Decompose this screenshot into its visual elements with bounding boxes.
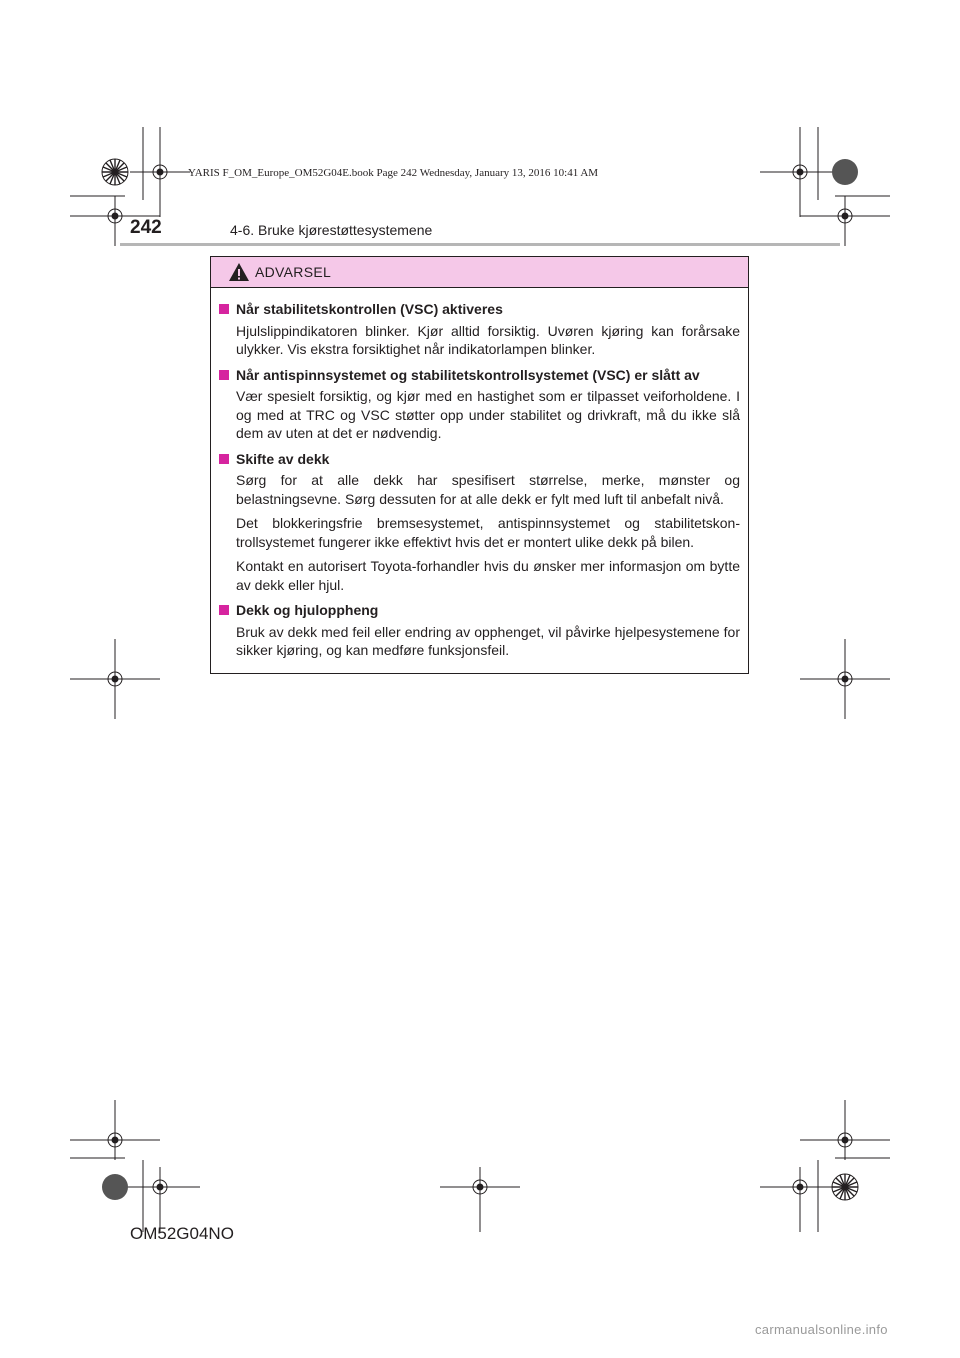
document-code: OM52G04NO <box>130 1224 234 1243</box>
warning-item <box>219 450 740 595</box>
warning-title: ADVARSEL <box>255 264 332 280</box>
registration-mark-icon <box>70 639 160 719</box>
registration-mark-icon <box>70 1100 160 1160</box>
warning-box <box>210 256 749 674</box>
registration-mark-icon <box>800 1100 890 1160</box>
warning-item <box>219 601 740 660</box>
item-paragraph: Bruk av dekk med feil eller endring av opphenget, vil påvirke hjelpesystemene for sikker kjøring, og kan medføre funksjonsfeil. <box>236 623 740 658</box>
warning-header <box>211 257 748 288</box>
item-heading: Dekk og hjuloppheng <box>236 602 379 618</box>
registration-mark-icon <box>800 639 890 719</box>
registration-mark-icon <box>800 196 890 246</box>
book-info: YARIS F_OM_Europe_OM52G04E.book Page 242 Wednesday, January 13, 2016 10:41 AM <box>188 167 599 179</box>
registration-mark-icon <box>120 1167 200 1232</box>
color-wheel-icon <box>102 1174 128 1200</box>
item-paragraph: Sørg for at alle dekk har spesifisert størrelse, merke, mønster og belastningsevne. Sørg dessuten for at alle dekk er fylt med luft til anbefalt nivå. <box>236 472 740 507</box>
warning-item <box>219 366 740 443</box>
color-wheel-icon <box>102 159 128 185</box>
header-rule <box>120 243 840 246</box>
page-number: 242 <box>130 217 162 238</box>
item-heading: Skifte av dekk <box>236 450 330 467</box>
item-paragraph: Hjulslippindikatoren blinker. Kjør alltid forsiktig. Uvøren kjøring kan forårsake ulykker. Vis ekstra forsiktighet når indikatorlampen blinker. <box>236 322 740 357</box>
registration-mark-icon <box>440 1167 520 1232</box>
warning-triangle-icon <box>228 262 250 282</box>
item-heading: Når antispinnsystemet og stabilitetskontrollsystemet (VSC) er slått av <box>236 366 700 383</box>
bullet-square-icon <box>219 454 229 464</box>
registration-mark-icon <box>130 127 190 217</box>
registration-mark-icon <box>760 1167 840 1232</box>
registration-mark-icon <box>760 127 840 217</box>
bullet-square-icon <box>219 605 229 615</box>
warning-item <box>219 300 740 359</box>
section-title: 4-6. Bruke kjørestøttesystemene <box>230 222 433 238</box>
watermark[interactable]: carmanualsonline.info <box>755 1322 888 1337</box>
warning-body <box>211 288 748 660</box>
item-heading: Når stabilitetskontrollen (VSC) aktiveres <box>236 301 503 317</box>
item-paragraph: Vær spesielt forsiktig, og kjør med en hastighet som er tilpasset veiforholdene. I og med at TRC og VSC støtter opp under stabilitet og drivkraft, må du ikke slå dem av uten at det er nødvendig. <box>236 388 740 441</box>
bullet-square-icon <box>219 304 229 314</box>
color-wheel-icon <box>832 159 858 185</box>
item-paragraph: Kontakt en autorisert Toyota-forhandler hvis du ønsker mer informasjon om bytte av dekk eller hjul. <box>236 558 740 593</box>
color-wheel-icon <box>832 1174 858 1200</box>
bullet-square-icon <box>219 370 229 380</box>
item-paragraph: Det blokkeringsfrie bremsesystemet, antispinnsystemet og stabilitetskon-trollsystemet fungerer ikke effektivt hvis det er montert ulike dekk på bilen. <box>236 515 740 550</box>
